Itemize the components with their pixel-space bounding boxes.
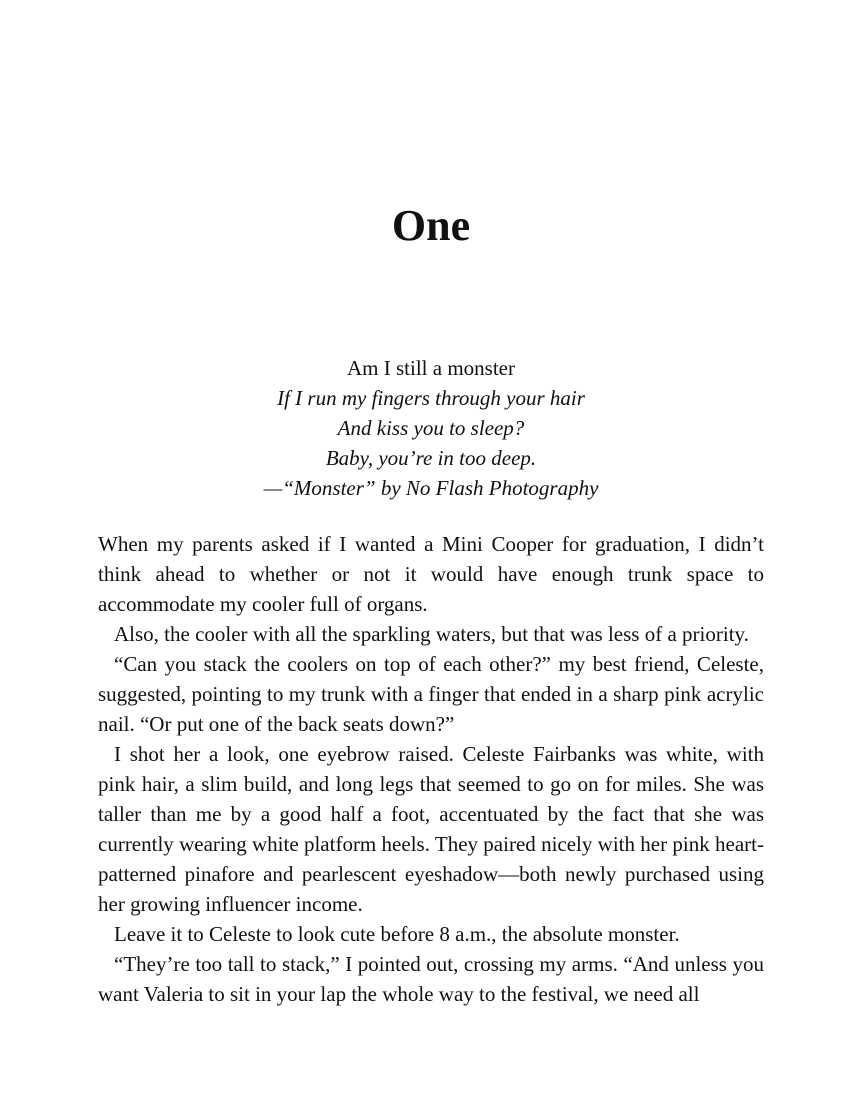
body-paragraph: I shot her a look, one eyebrow raised. Celeste Fairbanks was white, with pink hair, a slim build, and long legs that seemed to go on for miles. She was taller than me by a good half a foot, accentuated by the fact that she was currently wearing white platform heels. They paired nicely with her pink heart-patterned pinafore and pearlescent eyeshadow—both newly purchased using her growing influencer income. [98, 742, 764, 916]
body-paragraph: “They’re too tall to stack,” I pointed out, crossing my arms. “And unless you want Valeria to sit in your lap the whole way to the festival, we need all [98, 952, 764, 1006]
body-paragraph: Leave it to Celeste to look cute before 8 a.m., the absolute monster. [114, 922, 680, 946]
epigraph-attribution: —“Monster” by No Flash Photography [263, 476, 599, 500]
epigraph [0, 353, 862, 503]
epigraph-line: If I run my fingers through your hair [277, 386, 585, 410]
epigraph-line: And kiss you to sleep? [337, 416, 525, 440]
body-paragraph: “Can you stack the coolers on top of each other?” my best friend, Celeste, suggested, pointing to my trunk with a finger that ended in a sharp pink acrylic nail. “Or put one of the back seats down?” [98, 652, 764, 736]
epigraph-line: Baby, you’re in too deep. [325, 446, 537, 470]
chapter-title: One [391, 201, 471, 250]
chapter-body [98, 529, 764, 1009]
epigraph-line: Am I still a monster [347, 356, 515, 380]
body-paragraph: When my parents asked if I wanted a Mini Cooper for graduation, I didn’t think ahead to whether or not it would have enough trunk space to accommodate my cooler full of organs. [98, 532, 764, 616]
body-paragraph: Also, the cooler with all the sparkling waters, but that was less of a priority. [114, 622, 749, 646]
